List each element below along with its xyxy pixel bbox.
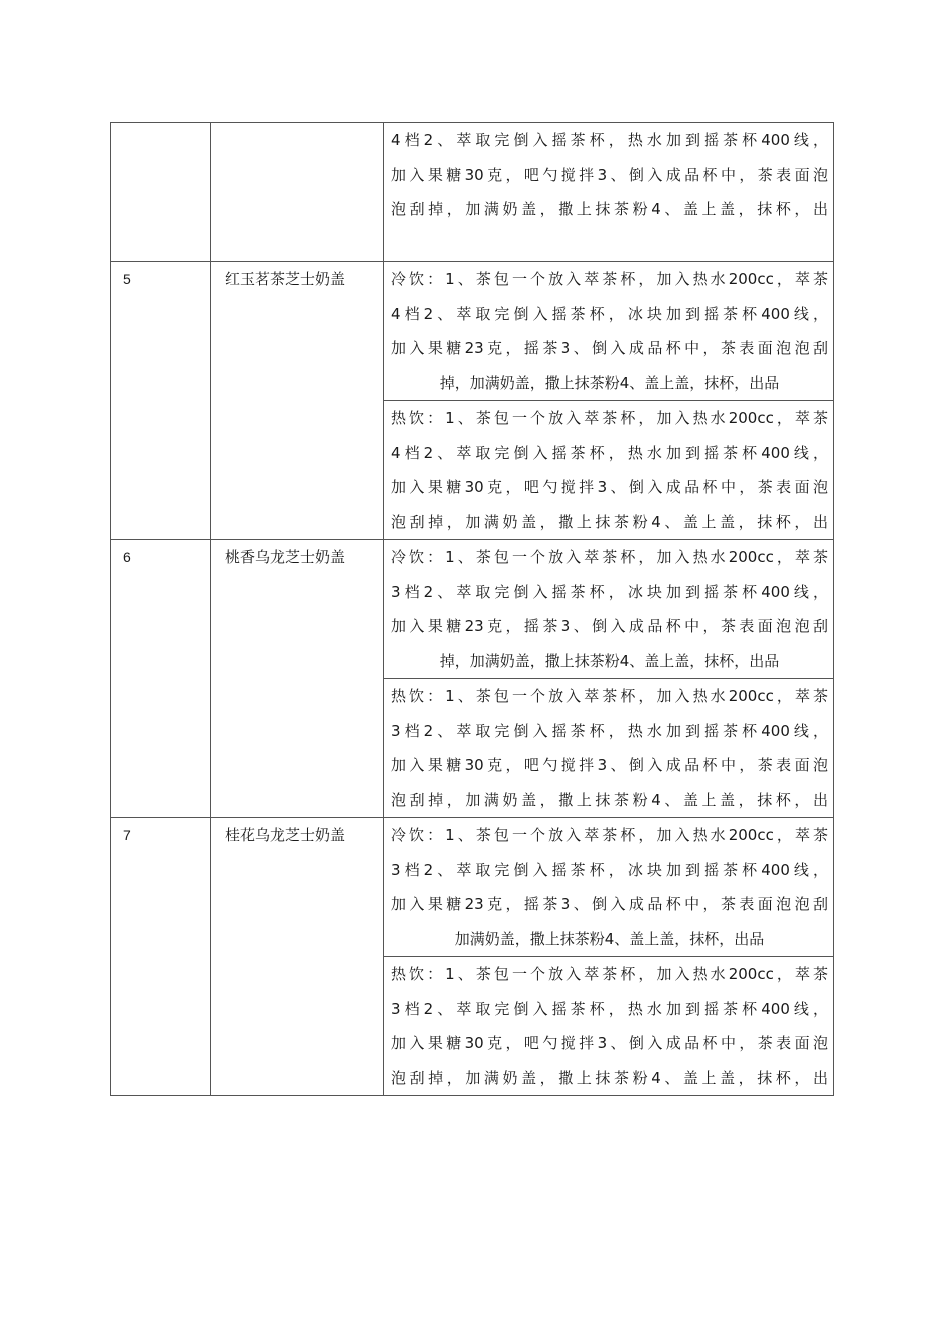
instruction-line: 3档2、萃取完倒入摇茶杯，热水加到摇茶杯400线，	[391, 999, 828, 1018]
instruction-line: 热饮：1、茶包一个放入萃茶杯，加入热水200cc，萃茶	[391, 409, 828, 427]
instruction-line: 4档2、萃取完倒入摇茶杯，热水加到摇茶杯400线，	[391, 131, 828, 149]
instruction-line: 3档2、萃取完倒入摇茶杯，冰块加到摇茶杯400线，	[391, 860, 828, 879]
instruction-line: 掉，加满奶盖，撒上抹茶粉4、盖上盖，抹杯，出品	[439, 373, 780, 392]
instruction-line: 冷饮：1、茶包一个放入萃茶杯，加入热水200cc，萃茶	[391, 548, 828, 566]
instruction-cell	[384, 818, 834, 957]
instruction-line: 冷饮：1、茶包一个放入萃茶杯，加入热水200cc，萃茶	[391, 826, 828, 844]
item-number-cell	[111, 262, 211, 540]
item-name: 红玉茗茶芝士奶盖	[225, 270, 346, 288]
instruction-line: 泡刮掉，加满奶盖，撒上抹茶粉4、盖上盖，抹杯，出	[391, 512, 828, 531]
item-name: 桂花乌龙芝士奶盖	[225, 826, 346, 844]
instruction-text	[384, 540, 833, 678]
instruction-line: 热饮：1、茶包一个放入萃茶杯，加入热水200cc，萃茶	[391, 687, 828, 705]
item-name-cell	[211, 540, 384, 818]
instruction-text	[384, 679, 833, 817]
recipe-table	[110, 122, 834, 1096]
instruction-text	[384, 957, 833, 1095]
instruction-text	[384, 401, 833, 539]
table-row	[111, 123, 834, 262]
item-name	[211, 123, 383, 130]
instruction-line: 加入果糖23克，摇茶3、倒入成品杯中，茶表面泡泡刮	[391, 895, 828, 913]
table-row	[111, 818, 834, 957]
instruction-line: 掉，加满奶盖，撒上抹茶粉4、盖上盖，抹杯，出品	[439, 651, 780, 670]
instruction-line: 泡刮掉，加满奶盖，撒上抹茶粉4、盖上盖，抹杯，出	[391, 200, 828, 218]
item-number-cell	[111, 123, 211, 262]
instruction-line: 4档2、萃取完倒入摇茶杯，热水加到摇茶杯400线，	[391, 443, 828, 462]
instruction-cell	[384, 679, 834, 818]
recipe-table-body	[111, 123, 834, 1096]
table-row	[111, 262, 834, 401]
instruction-line: 冷饮：1、茶包一个放入萃茶杯，加入热水200cc，萃茶	[391, 270, 828, 288]
instruction-line: 加满奶盖，撒上抹茶粉4、盖上盖，抹杯，出品	[454, 929, 765, 948]
item-number: 6	[123, 549, 131, 565]
instruction-line: 加入果糖30克，吧勺搅拌3、倒入成品杯中，茶表面泡	[391, 478, 828, 496]
item-number: 7	[123, 827, 131, 843]
instruction-text	[384, 123, 833, 261]
instruction-line: 3档2、萃取完倒入摇茶杯，热水加到摇茶杯400线，	[391, 721, 828, 740]
instruction-text	[384, 262, 833, 400]
instruction-line: 加入果糖23克，摇茶3、倒入成品杯中，茶表面泡泡刮	[391, 617, 828, 635]
instruction-line: 热饮：1、茶包一个放入萃茶杯，加入热水200cc，萃茶	[391, 965, 828, 983]
instruction-line: 3档2、萃取完倒入摇茶杯，冰块加到摇茶杯400线，	[391, 582, 828, 601]
instruction-text	[384, 818, 833, 956]
table-row	[111, 540, 834, 679]
item-name-cell	[211, 123, 384, 262]
instruction-cell	[384, 540, 834, 679]
item-name-cell	[211, 262, 384, 540]
instruction-line: 4档2、萃取完倒入摇茶杯，冰块加到摇茶杯400线，	[391, 304, 828, 323]
item-name-cell	[211, 818, 384, 1096]
instruction-line: 加入果糖23克，摇茶3、倒入成品杯中，茶表面泡泡刮	[391, 339, 828, 357]
item-name: 桃香乌龙芝士奶盖	[225, 548, 346, 566]
instruction-cell	[384, 957, 834, 1096]
instruction-cell	[384, 401, 834, 540]
item-number	[111, 123, 210, 132]
instruction-line: 加入果糖30克，吧勺搅拌3、倒入成品杯中，茶表面泡	[391, 165, 828, 184]
instruction-line: 加入果糖30克，吧勺搅拌3、倒入成品杯中，茶表面泡	[391, 1034, 828, 1052]
instruction-line: 泡刮掉，加满奶盖，撒上抹茶粉4、盖上盖，抹杯，出	[391, 790, 828, 809]
instruction-line: 加入果糖30克，吧勺搅拌3、倒入成品杯中，茶表面泡	[391, 756, 828, 774]
instruction-line: 泡刮掉，加满奶盖，撒上抹茶粉4、盖上盖，抹杯，出	[391, 1068, 828, 1087]
item-number: 5	[123, 271, 131, 287]
item-number-cell	[111, 818, 211, 1096]
item-number-cell	[111, 540, 211, 818]
instruction-cell	[384, 123, 834, 262]
instruction-cell	[384, 262, 834, 401]
